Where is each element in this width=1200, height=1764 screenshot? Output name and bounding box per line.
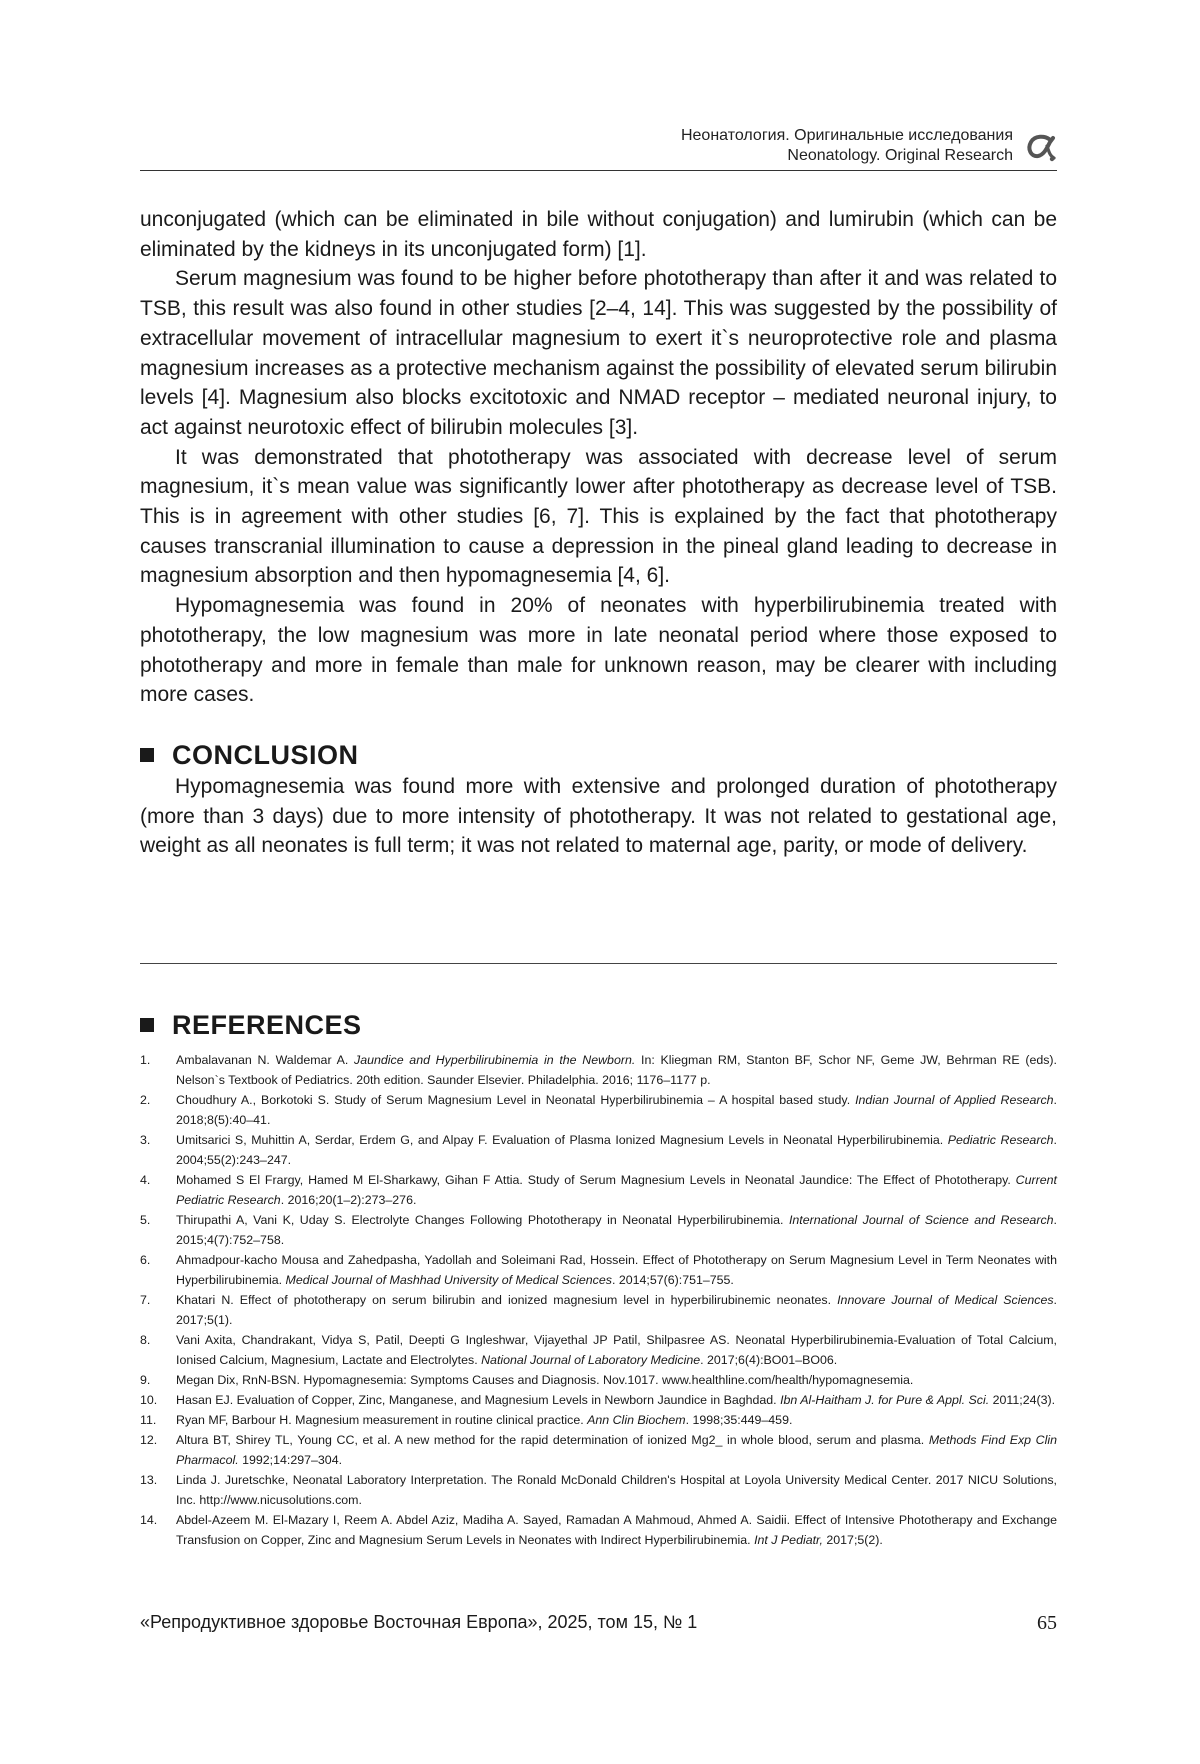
reference-details: . 2014;57(6):751–755.: [611, 1273, 734, 1287]
reference-details: In: Kliegman RM, Stanton BF, Schor NF, Geme JW, Behrman RE (eds). Nelson`s Textbook of Pediatrics. 20th edition. Saunder Elsevier. Philadelphia. 2016; 1176–1177 p.: [176, 1053, 1057, 1087]
reference-number: 3.: [140, 1133, 151, 1147]
reference-authors-title: Megan Dix, RnN-BSN. Hypomagnesemia: Symptoms Causes and Diagnosis. Nov.1017. www.healthline.com/health/hypomagnesemia.: [176, 1373, 914, 1387]
reference-details: . 2018;8(5):40–41.: [176, 1093, 1057, 1127]
reference-details: . 2017;5(1).: [176, 1293, 1057, 1327]
reference-authors-title: Altura BT, Shirey TL, Young CC, et al. A new method for the rapid determination of ionized Mg2_ in whole blood, serum and plasma.: [176, 1433, 929, 1447]
reference-item: [140, 1130, 1057, 1170]
reference-source: Ann Clin Biochem: [587, 1413, 686, 1427]
reference-number: 6.: [140, 1253, 151, 1267]
reference-text: [176, 1410, 1057, 1430]
reference-text: [176, 1370, 1057, 1390]
reference-source: Current Pediatric Research: [176, 1173, 1057, 1207]
page-number: 65: [1037, 1612, 1057, 1634]
reference-number: 2.: [140, 1093, 151, 1107]
running-header: [140, 122, 1057, 171]
reference-number: 13.: [140, 1473, 158, 1487]
reference-source: Innovare Journal of Medical Sciences: [837, 1293, 1054, 1307]
section-square-icon: [140, 748, 154, 762]
reference-authors-title: Hasan EJ. Evaluation of Copper, Zinc, Manganese, and Magnesium Levels in Newborn Jaundice in Baghdad.: [176, 1393, 781, 1407]
reference-item: [140, 1090, 1057, 1130]
reference-item: [140, 1410, 1057, 1430]
reference-authors-title: Choudhury A., Borkotoki S. Study of Serum Magnesium Level in Neonatal Hyperbilirubinemia – A hospital based study.: [176, 1093, 856, 1107]
reference-source: Int J Pediatr,: [754, 1533, 823, 1547]
reference-item: [140, 1470, 1057, 1510]
reference-number: 10.: [140, 1393, 158, 1407]
reference-text: [176, 1250, 1057, 1290]
references-heading: [140, 1008, 1057, 1042]
reference-details: 2017;5(2).: [822, 1533, 883, 1547]
reference-number: 12.: [140, 1433, 158, 1447]
footer-journal-citation: «Репродуктивное здоровье Восточная Европа», 2025, том 15, № 1: [140, 1612, 698, 1632]
reference-details: . 1998;35:449–459.: [685, 1413, 793, 1427]
reference-authors-title: Linda J. Juretschke, Neonatal Laboratory Interpretation. The Ronald McDonald Children's Hospital at Loyola University Medical Center. 2017 NICU Solutions, Inc. http://www.nicusolutions.com.: [176, 1473, 1057, 1507]
conclusion-heading: [140, 738, 1057, 772]
body-paragraph: It was demonstrated that phototherapy was associated with decrease level of serum magnesium, it`s mean value was significantly lower after phototherapy as decrease level of TSB. This is in agreement with other studies [6, 7]. This is explained by the fact that phototherapy causes transcranial illumination to cause a depression in the pineal gland leading to decrease in magnesium absorption and then hypomagnesemia [4, 6].: [140, 445, 1057, 588]
reference-item: [140, 1430, 1057, 1470]
reference-item: [140, 1370, 1057, 1390]
journal-page: [140, 0, 1057, 1764]
reference-text: [176, 1170, 1057, 1210]
reference-authors-title: Ahmadpour-kacho Mousa and Zahedpasha, Yadollah and Soleimani Rad, Hossein. Effect of Phototherapy on Serum Magnesium Level in Term Neonates with Hyperbilirubinemia.: [176, 1253, 1057, 1287]
reference-source: Pediatric Research: [947, 1133, 1054, 1147]
reference-text: [176, 1430, 1057, 1470]
reference-item: [140, 1250, 1057, 1290]
section-square-icon: [140, 1018, 154, 1032]
reference-text: [176, 1210, 1057, 1250]
reference-text: [176, 1130, 1057, 1170]
reference-text: [176, 1090, 1057, 1130]
reference-text: [176, 1390, 1057, 1410]
reference-list: [140, 1050, 1057, 1550]
reference-details: . 2015;4(7):752–758.: [176, 1213, 1057, 1247]
reference-item: [140, 1210, 1057, 1250]
reference-number: 7.: [140, 1293, 151, 1307]
reference-details: . 2017;6(4):BO01–BO06.: [700, 1353, 838, 1367]
reference-authors-title: Mohamed S El Frargy, Hamed M El-Sharkawy, Gihan F Attia. Study of Serum Magnesium Levels in Neonatal Jaundice: The Effect of Phototherapy.: [176, 1173, 1016, 1187]
reference-details: . 2016;20(1–2):273–276.: [280, 1193, 417, 1207]
section-divider: [140, 963, 1057, 964]
reference-text: [176, 1050, 1057, 1090]
alpha-logo-icon: [1023, 130, 1057, 164]
reference-text: [176, 1330, 1057, 1370]
reference-number: 8.: [140, 1333, 151, 1347]
reference-authors-title: Vani Axita, Chandrakant, Vidya S, Patil, Deepti G Ingleshwar, Vijayethal JP Patil, Shilpasree AS. Neonatal Hyperbilirubinemia-Evaluation of Total Calcium, Ionised Calcium, Magnesium, Lactate and Electrolytes.: [176, 1333, 1057, 1367]
conclusion-paragraph: Hypomagnesemia was found more with extensive and prolonged duration of phototherapy (more than 3 days) due to more intensity of phototherapy. It was not related to gestational age, weight as all neonates is full term; it was not related to maternal age, parity, or mode of delivery.: [140, 774, 1057, 858]
article-body: [140, 205, 1057, 861]
reference-number: 11.: [140, 1413, 157, 1427]
reference-item: [140, 1390, 1057, 1410]
reference-item: [140, 1050, 1057, 1090]
reference-source: Indian Journal of Applied Research: [855, 1093, 1054, 1107]
reference-text: [176, 1510, 1057, 1550]
reference-authors-title: Abdel-Azeem M. El-Mazary I, Reem A. Abdel Aziz, Madiha A. Sayed, Ramadan A Mahmoud, Ahmed A. Saidii. Effect of Intensive Phototherapy and Exchange Transfusion on Copper, Zinc and Magnesium Serum Levels in Neonates with Indirect Hyperbilirubinemia.: [176, 1513, 1057, 1547]
reference-source: Ibn Al-Haitham J. for Pure & Appl. Sci.: [780, 1393, 990, 1407]
reference-details: 1992;14:297–304.: [238, 1453, 343, 1467]
reference-authors-title: Umitsarici S, Muhittin A, Serdar, Erdem G, and Alpay F. Evaluation of Plasma Ionized Magnesium Levels in Neonatal Hyperbilirubinemia.: [176, 1133, 948, 1147]
reference-authors-title: Thirupathi A, Vani K, Uday S. Electrolyte Changes Following Phototherapy in Neonatal Hyperbilirubinemia.: [176, 1213, 789, 1227]
reference-source: International Journal of Science and Research: [788, 1213, 1054, 1227]
reference-source: Medical Journal of Mashhad University of Medical Sciences: [285, 1273, 612, 1287]
reference-number: 4.: [140, 1173, 151, 1187]
references-heading-label: REFERENCES: [172, 1010, 362, 1040]
reference-text: [176, 1290, 1057, 1330]
body-paragraph: Serum magnesium was found to be higher before phototherapy than after it and was related to TSB, this result was also found in other studies [2–4, 14]. This was suggested by the possibility of extracellular movement of intracellular magnesium to exert it`s neuroprotective role and plasma magnesium increases as a protective mechanism against the possibility of elevated serum bilirubin levels [4]. Magnesium also blocks excitotoxic and NMAD receptor – mediated neuronal injury, to act against neurotoxic effect of bilirubin molecules [3].: [140, 267, 1057, 439]
reference-number: 1.: [140, 1053, 151, 1067]
reference-number: 14.: [140, 1513, 158, 1527]
header-section-ru: Неонатология. Оригинальные исследования: [680, 127, 1013, 144]
reference-source: Jaundice and Hyperbilirubinemia in the Newborn.: [354, 1053, 636, 1067]
body-paragraph: Hypomagnesemia was found in 20% of neonates with hyperbilirubinemia treated with phototherapy, the low magnesium was more in late neonatal period where those exposed to phototherapy and more in female than male for unknown reason, may be clearer with including more cases.: [140, 594, 1057, 707]
references-section: [140, 1008, 1057, 1550]
reference-item: [140, 1170, 1057, 1210]
reference-text: [176, 1470, 1057, 1510]
reference-number: 9.: [140, 1373, 151, 1387]
reference-authors-title: Ryan MF, Barbour H. Magnesium measurement in routine clinical practice.: [176, 1413, 588, 1427]
conclusion-heading-label: CONCLUSION: [172, 739, 359, 770]
body-paragraph: unconjugated (which can be eliminated in bile without conjugation) and lumirubin (which can be eliminated by the kidneys in its unconjugated form) [1].: [140, 208, 1057, 261]
reference-authors-title: Khatari N. Effect of phototherapy on serum bilirubin and ionized magnesium level in hyperbilirubinemic neonates.: [176, 1293, 838, 1307]
reference-source: National Journal of Laboratory Medicine: [481, 1353, 701, 1367]
header-section-en: Neonatology. Original Research: [787, 147, 1013, 164]
header-text: [681, 126, 1013, 166]
reference-authors-title: Ambalavanan N. Waldemar A.: [176, 1053, 354, 1067]
page-footer: [140, 1612, 1057, 1636]
reference-source: Methods Find Exp Clin Pharmacol.: [176, 1433, 1057, 1467]
reference-item: [140, 1290, 1057, 1330]
reference-details: 2011;24(3).: [989, 1393, 1056, 1407]
reference-item: [140, 1330, 1057, 1370]
reference-number: 5.: [140, 1213, 151, 1227]
reference-item: [140, 1510, 1057, 1550]
reference-details: . 2004;55(2):243–247.: [176, 1133, 1057, 1167]
